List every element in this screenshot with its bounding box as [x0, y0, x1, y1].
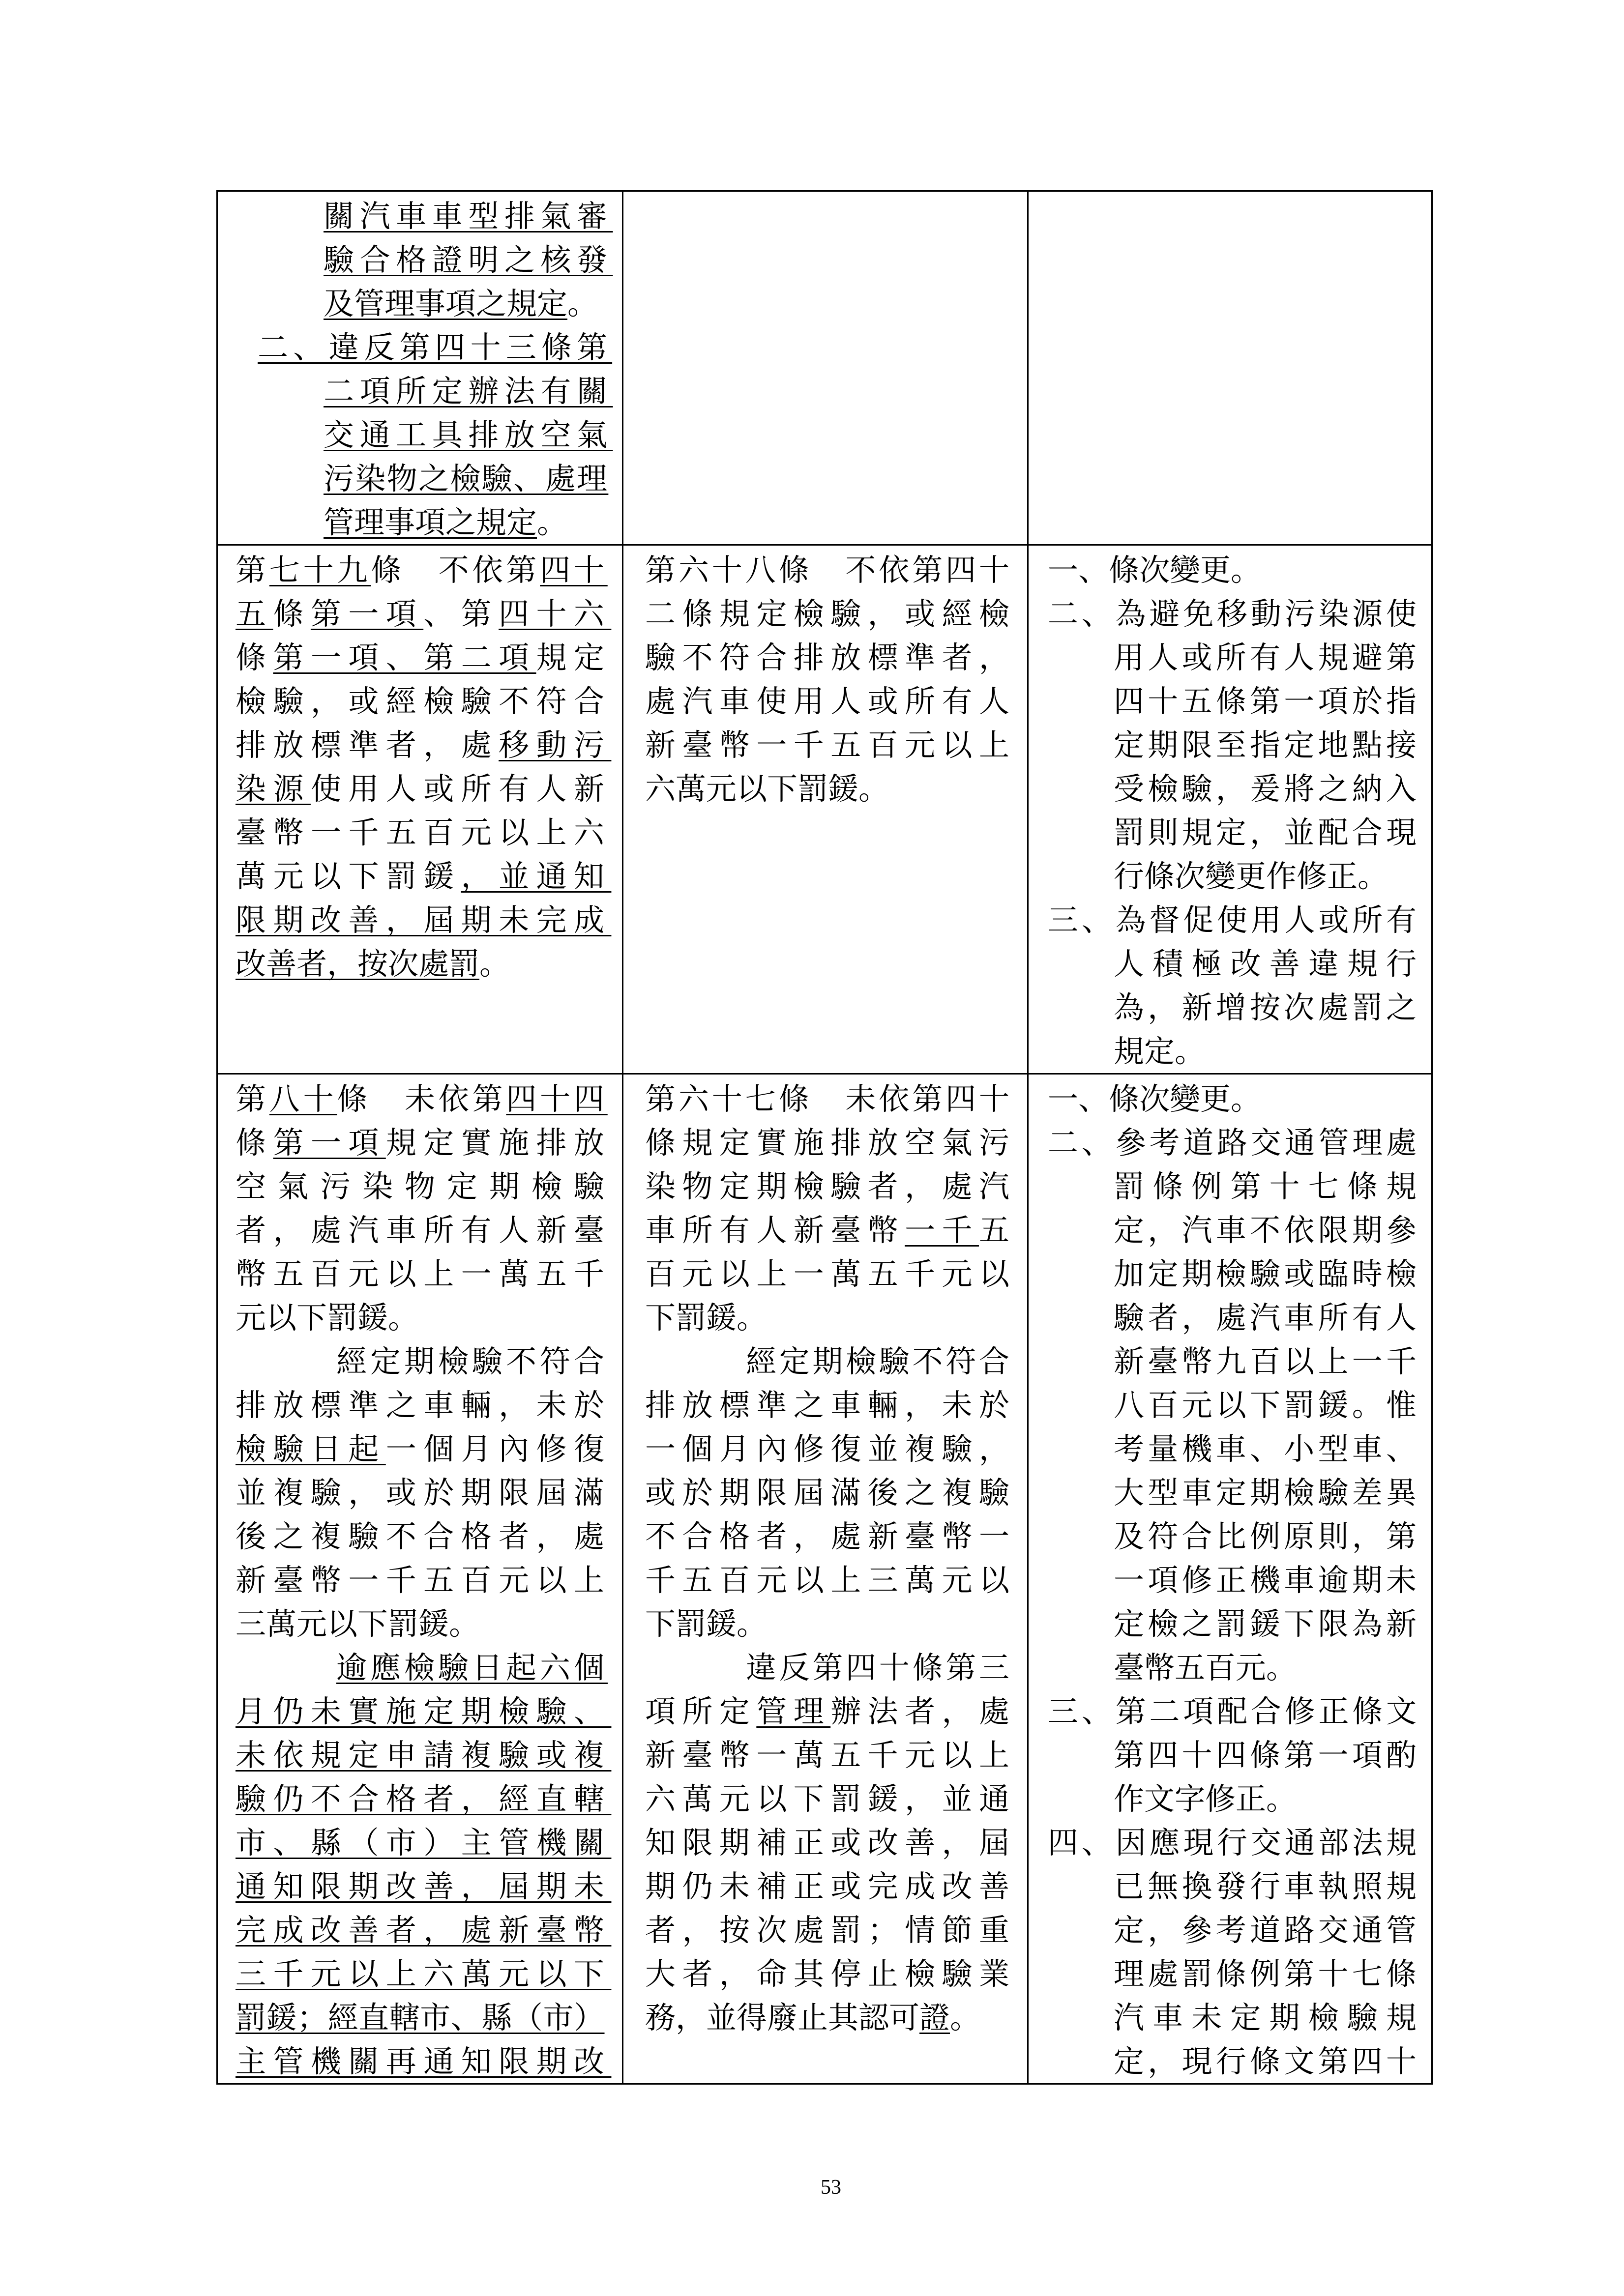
- line-text: 三萬元以下罰鍰。: [236, 1606, 480, 1642]
- text-line: [236, 1733, 612, 1777]
- text-line: [236, 1689, 612, 1733]
- text-line: [1048, 1908, 1420, 1952]
- text-line: [236, 1121, 612, 1164]
- line-text: 驗者，處汽車所有人: [1114, 1300, 1420, 1336]
- underlined-text: 三千元以上六萬元以下: [236, 1956, 612, 1992]
- line-text: 一項修正機車逾期未: [1114, 1562, 1420, 1598]
- underlined-text: 改善者，按次處罰: [236, 946, 480, 982]
- text-segment: 。: [537, 504, 568, 540]
- text-line: [1048, 1029, 1417, 1073]
- line-text: 或於期限屆滿後之複驗: [645, 1475, 1016, 1511]
- article-block: [236, 548, 612, 986]
- text-line: [258, 325, 613, 369]
- text-line: [1048, 1996, 1425, 2039]
- underlined-text: 及管理事項之規定: [324, 286, 568, 321]
- article-block: [645, 548, 1016, 811]
- line-text: 受檢驗，爰將之納入: [1114, 771, 1420, 807]
- line-text: 期仍未補正或完成改善: [645, 1868, 1016, 1904]
- line-text: [324, 282, 598, 325]
- line-text: [645, 1996, 980, 2039]
- line-text: [236, 1996, 605, 2039]
- text-segment: 車所有人新臺幣: [645, 1212, 905, 1248]
- table-row: [217, 1074, 1432, 2084]
- list-item: [1048, 1121, 1425, 1689]
- page-number: 53: [821, 2176, 841, 2199]
- comparison-table: [216, 190, 1433, 2085]
- text-line: [1048, 1821, 1420, 1864]
- text-line: [236, 1646, 608, 1689]
- line-text: 臺幣一千五百元以上六: [236, 814, 612, 850]
- text-line: [645, 1733, 1016, 1777]
- text-line: [236, 854, 612, 898]
- underlined-text: 罰鍰；經直轄市、縣（市）: [236, 2000, 605, 2035]
- line-text: 處汽車使用人或所有人: [645, 683, 1016, 719]
- text-line: [645, 1252, 1016, 1296]
- text-line: [236, 942, 604, 986]
- text-line: [236, 767, 612, 811]
- text-line: [1048, 1427, 1420, 1471]
- text-line: [236, 1952, 612, 1996]
- line-text: 臺幣五百元。: [1114, 1650, 1297, 1686]
- underlined-text: 主管機關再通知限期改: [236, 2043, 612, 2079]
- underlined-text: 七十九: [269, 552, 371, 588]
- text-line: [645, 1646, 1012, 1689]
- text-line: [236, 1777, 612, 1821]
- line-text: 新臺幣一萬五千元以上: [645, 1737, 1016, 1773]
- line-text: 二條規定檢驗，或經檢: [645, 596, 1016, 632]
- text-segment: 排放標準者，處: [236, 727, 499, 763]
- line-text: [324, 413, 613, 457]
- line-text: 二、參考道路交通管理處: [1048, 1125, 1420, 1161]
- table-body: [217, 191, 1432, 2084]
- line-text: [236, 1952, 611, 1996]
- underlined-text: 管理事項之規定: [324, 504, 537, 540]
- text-line: [1048, 1164, 1425, 1208]
- text-line: [645, 636, 1016, 679]
- text-line: [258, 194, 613, 238]
- underlined-text: 污染物之檢驗、處理: [324, 461, 609, 496]
- line-text: [336, 1646, 608, 1689]
- underlined-text: 證: [919, 2000, 950, 2035]
- line-text: 定，汽車不依限期參: [1114, 1212, 1420, 1248]
- line-text: 檢驗，或經檢驗不符合: [236, 683, 612, 719]
- text-line: [645, 1121, 1016, 1164]
- underlined-text: 四十四: [506, 1081, 608, 1117]
- underlined-text: 染源: [236, 771, 311, 807]
- line-text: [324, 457, 608, 500]
- text-segment: 規定實施排放: [385, 1125, 612, 1161]
- text-segment: 條: [273, 596, 311, 632]
- text-line: [236, 1383, 612, 1427]
- underlined-text: 第一項、第二項: [273, 639, 536, 675]
- current-text-cell: [623, 1074, 1028, 2084]
- paragraph-block: [236, 1339, 612, 1646]
- underlined-text: 交通工具排放空氣: [324, 417, 613, 453]
- underlined-text: 二項所定辦法有關: [324, 373, 613, 409]
- underlined-text: 八十: [269, 1081, 337, 1117]
- paragraph-block: [645, 1646, 1016, 2039]
- explanation-cell: [1028, 191, 1432, 545]
- line-text: 已無換發行車執照規: [1114, 1868, 1420, 1904]
- line-text: 不合格者，處新臺幣一: [645, 1518, 1016, 1554]
- text-segment: 條: [236, 1125, 273, 1161]
- line-text: 六萬元以下罰鍰。: [645, 771, 889, 807]
- text-line: [236, 898, 612, 942]
- text-line: [645, 723, 1016, 767]
- text-segment: 五: [978, 1212, 1016, 1248]
- line-text: [324, 238, 613, 282]
- text-line: [1048, 2039, 1420, 2083]
- text-line: [1048, 1602, 1420, 1646]
- line-text: 第六十七條 未依第四十: [645, 1081, 1012, 1117]
- current-text-cell: [623, 545, 1028, 1074]
- text-line: [236, 723, 612, 767]
- text-line: [236, 1164, 616, 1208]
- line-text: [236, 942, 510, 986]
- line-text: 驗不符合排放標準者，: [645, 639, 1016, 675]
- text-line: [1048, 1689, 1420, 1733]
- underlined-text: 管理: [756, 1693, 831, 1729]
- line-text: 六萬元以下罰鍰，並通: [645, 1781, 1016, 1817]
- text-line: [645, 679, 1016, 723]
- list-item: [1048, 1689, 1420, 1821]
- line-text: 並複驗，或於期限屆滿: [236, 1475, 612, 1511]
- line-text: 下罰鍰。: [645, 1606, 768, 1642]
- text-line: [258, 500, 607, 544]
- text-line: [1048, 1777, 1417, 1821]
- underlined-text: 未依規定申請複驗或複: [236, 1737, 612, 1773]
- line-text: 定，現行條文第四十: [1114, 2043, 1420, 2079]
- underlined-text: 通知限期改善，屆期未: [236, 1868, 612, 1904]
- text-line: [236, 1252, 612, 1296]
- current-text-cell: [623, 191, 1028, 545]
- text-line: [1048, 1864, 1420, 1908]
- text-line: [645, 1908, 1016, 1952]
- text-line: [236, 1514, 612, 1558]
- text-line: [1048, 679, 1420, 723]
- text-line: [236, 2039, 612, 2083]
- line-text: [236, 592, 611, 636]
- text-line: [1048, 1339, 1420, 1383]
- text-line: [236, 636, 612, 679]
- text-line: [645, 1164, 1016, 1208]
- text-line: [645, 1077, 1012, 1121]
- text-line: [645, 1864, 1016, 1908]
- text-line: [258, 369, 613, 413]
- line-text: 條規定實施排放空氣污: [645, 1125, 1016, 1161]
- text-line: [236, 1908, 612, 1952]
- line-text: [236, 1689, 611, 1733]
- text-line: [236, 1296, 604, 1339]
- line-text: 後之複驗不合格者，處: [236, 1518, 612, 1554]
- line-text: [645, 1689, 1016, 1733]
- line-text: [324, 369, 613, 413]
- text-line: [1048, 854, 1417, 898]
- text-line: [1048, 1646, 1417, 1689]
- text-line: [1048, 1558, 1420, 1602]
- line-text: 三、為督促使用人或所有: [1048, 902, 1420, 938]
- text-line: [236, 811, 612, 854]
- text-line: [645, 1689, 1016, 1733]
- text-line: [1048, 1208, 1420, 1252]
- text-line: [1048, 767, 1420, 811]
- line-text: 四、因應現行交通部法規: [1048, 1825, 1420, 1860]
- line-text: 第六十八條 不依第四十: [645, 552, 1012, 588]
- line-text: 經定期檢驗不符合: [746, 1343, 1012, 1379]
- text-segment: 規定: [536, 639, 612, 675]
- text-line: [645, 1777, 1016, 1821]
- article-block: [236, 1077, 616, 1339]
- line-text: [236, 1864, 611, 1908]
- line-text: [645, 1208, 1016, 1252]
- line-text: 及符合比例原則，第: [1114, 1518, 1420, 1554]
- line-text: 知限期補正或改善，屆: [645, 1825, 1016, 1860]
- list-item: [1048, 898, 1425, 1073]
- text-segment: 、第: [423, 596, 499, 632]
- text-line: [1048, 1252, 1420, 1296]
- line-text: 一、條次變更。: [1048, 1081, 1262, 1117]
- line-text: 者，按次處罰；情節重: [645, 1912, 1016, 1948]
- text-line: [236, 548, 608, 592]
- line-text: 者，處汽車所有人新臺: [236, 1212, 612, 1248]
- text-line: [236, 1821, 612, 1864]
- text-line: [258, 282, 607, 325]
- line-text: [236, 1733, 611, 1777]
- underlined-text: 移動污: [499, 727, 612, 763]
- line-text: 空氣污染物定期檢驗: [236, 1168, 616, 1204]
- text-line: [1048, 942, 1425, 986]
- text-segment: 條: [236, 639, 273, 675]
- line-text: 千五百元以上三萬元以: [645, 1562, 1016, 1598]
- line-text: [236, 1427, 611, 1471]
- text-segment: 第: [236, 1081, 269, 1117]
- list-item: [258, 194, 613, 325]
- text-line: [236, 1558, 612, 1602]
- line-text: [236, 1121, 611, 1164]
- text-line: [645, 1471, 1016, 1514]
- line-text: 大型車定期檢驗差異: [1114, 1475, 1420, 1511]
- text-line: [236, 592, 612, 636]
- amended-text-cell: [217, 191, 623, 545]
- text-line: [645, 1296, 1009, 1339]
- line-text: [236, 636, 611, 679]
- line-text: 八百元以下罰鍰。惟: [1114, 1387, 1420, 1423]
- list-item: [258, 325, 613, 544]
- underlined-text: 完成改善者，處新臺幣: [236, 1912, 612, 1948]
- text-segment: 第: [236, 552, 269, 588]
- underlined-text: ，並通知: [461, 858, 612, 894]
- line-text: 定期限至指定地點接: [1114, 727, 1420, 763]
- text-line: [258, 457, 607, 500]
- underlined-text: 第一項: [310, 596, 424, 632]
- list-item: [1048, 1821, 1425, 2083]
- text-line: [645, 1821, 1016, 1864]
- underlined-text: 關汽車車型排氣審: [324, 198, 613, 234]
- text-line: [1048, 636, 1420, 679]
- line-text: 為，新增按次處罰之: [1114, 989, 1420, 1025]
- table-row: [217, 545, 1432, 1074]
- text-line: [1048, 1514, 1420, 1558]
- line-text: [236, 548, 608, 592]
- text-segment: 。: [479, 946, 510, 982]
- text-segment: 條 未依第: [337, 1081, 506, 1117]
- text-line: [1048, 986, 1420, 1029]
- line-text: 染物定期檢驗者，處汽: [645, 1168, 1016, 1204]
- text-line: [645, 1383, 1016, 1427]
- line-text: 作文字修正。: [1114, 1781, 1297, 1817]
- text-segment: 萬元以下罰鍰: [236, 858, 461, 894]
- text-line: [1048, 1121, 1420, 1164]
- line-text: 第四十四條第一項酌: [1114, 1737, 1420, 1773]
- text-line: [645, 767, 1009, 811]
- text-line: [236, 1427, 612, 1471]
- text-segment: 一個月內修復: [385, 1431, 612, 1467]
- line-text: 違反第四十條第三: [746, 1650, 1012, 1686]
- text-line: [645, 592, 1016, 636]
- underlined-text: 限期改善，屆期未完成: [236, 902, 612, 938]
- text-line: [645, 1514, 1016, 1558]
- underlined-text: 五: [236, 596, 273, 632]
- line-text: 人積極改善違規行: [1114, 946, 1425, 982]
- text-line: [1048, 811, 1420, 854]
- text-segment: 辦法者，處: [830, 1693, 1016, 1729]
- text-line: [258, 238, 613, 282]
- line-text: 經定期檢驗不符合: [336, 1343, 608, 1379]
- line-text: 罰則規定，並配合現: [1114, 814, 1420, 850]
- text-line: [1048, 898, 1420, 942]
- line-text: 新臺幣一千五百元以上: [645, 727, 1016, 763]
- text-line: [645, 1558, 1016, 1602]
- list-item: [1048, 1077, 1417, 1121]
- line-text: 幣五百元以上一萬五千: [236, 1256, 612, 1292]
- underlined-text: 四十六: [499, 596, 612, 632]
- line-text: 定，參考道路交通管: [1114, 1912, 1420, 1948]
- line-text: 罰條例第十七條規: [1114, 1168, 1425, 1204]
- line-text: [236, 1077, 608, 1121]
- text-segment: 。: [950, 2000, 981, 2035]
- line-text: [324, 500, 567, 544]
- text-line: [1048, 1471, 1420, 1514]
- line-text: 大者，命其停止檢驗業: [645, 1956, 1016, 1992]
- text-line: [236, 679, 612, 723]
- text-line: [236, 1339, 608, 1383]
- line-text: 元以下罰鍰。: [236, 1300, 419, 1336]
- underlined-text: 第一項: [273, 1125, 386, 1161]
- explanation-cell: [1028, 545, 1432, 1074]
- text-line: [1048, 1733, 1420, 1777]
- line-text: 二、為避免移動污染源使: [1048, 596, 1420, 632]
- underlined-text: 逾應檢驗日起六個: [336, 1650, 608, 1686]
- line-text: 排放標準之車輛，未於: [645, 1387, 1016, 1423]
- amended-text-cell: [217, 1074, 623, 2084]
- text-line: [236, 1471, 612, 1514]
- underlined-text: 驗合格證明之核發: [324, 242, 613, 278]
- underlined-text: 驗仍不合格者，經直轄: [236, 1781, 612, 1817]
- line-text: 汽車未定期檢驗規: [1114, 2000, 1425, 2035]
- line-text: [236, 1908, 611, 1952]
- line-text: 定檢之罰鍰下限為新: [1114, 1606, 1420, 1642]
- text-line: [645, 1602, 1009, 1646]
- line-text: [236, 723, 611, 767]
- text-line: [236, 1208, 612, 1252]
- line-text: [236, 1777, 611, 1821]
- text-segment: 項所定: [645, 1693, 757, 1729]
- line-text: [236, 1821, 611, 1864]
- line-text: 新臺幣九百以上一千: [1114, 1343, 1420, 1379]
- underlined-text: 四十: [540, 552, 608, 588]
- text-line: [236, 1996, 604, 2039]
- line-text: 一、條次變更。: [1048, 552, 1262, 588]
- table-row: [217, 191, 1432, 545]
- text-line: [1048, 723, 1420, 767]
- text-line: [1048, 592, 1420, 636]
- text-segment: 務，並得廢止其認可: [645, 2000, 920, 2035]
- line-text: 新臺幣一千五百元以上: [236, 1562, 612, 1598]
- line-text: [324, 194, 613, 238]
- text-line: [645, 1996, 1009, 2039]
- line-text: 下罰鍰。: [645, 1300, 768, 1336]
- paragraph-block: [236, 1646, 612, 2083]
- text-line: [1048, 1077, 1417, 1121]
- line-text: [236, 767, 611, 811]
- line-text: 排放標準之車輛，未於: [236, 1387, 612, 1423]
- line-text: [236, 898, 611, 942]
- line-text: 規定。: [1114, 1033, 1206, 1069]
- text-line: [1048, 548, 1417, 592]
- line-text: [236, 854, 611, 898]
- amended-text-cell: [217, 545, 623, 1074]
- text-line: [236, 1864, 612, 1908]
- line-text: 考量機車、小型車、: [1114, 1431, 1420, 1467]
- line-text: 理處罰條例第十七條: [1114, 1956, 1420, 1992]
- line-text: [258, 325, 612, 369]
- text-line: [258, 413, 613, 457]
- text-segment: 。: [567, 286, 598, 321]
- line-text: 三、第二項配合修正條文: [1048, 1693, 1420, 1729]
- list-item: [1048, 592, 1420, 898]
- underlined-text: 市、縣（市）主管機關: [236, 1825, 612, 1860]
- underlined-text: 一千: [905, 1212, 979, 1248]
- text-line: [1048, 1383, 1420, 1427]
- text-segment: 使用人或所有人新: [310, 771, 612, 807]
- text-segment: 條 不依第: [371, 552, 540, 588]
- line-text: 四十五條第一項於指: [1114, 683, 1420, 719]
- text-line: [645, 1952, 1016, 1996]
- line-text: 一個月內修復並複驗，: [645, 1431, 1016, 1467]
- explanation-cell: [1028, 1074, 1432, 2084]
- text-line: [645, 1208, 1016, 1252]
- text-line: [1048, 1952, 1420, 1996]
- text-line: [236, 1077, 608, 1121]
- paragraph-block: [645, 1339, 1016, 1646]
- line-text: 用人或所有人規避第: [1114, 639, 1420, 675]
- text-line: [645, 1427, 1016, 1471]
- underlined-text: 二、違反第四十三條第: [258, 329, 613, 365]
- list-item: [1048, 548, 1417, 592]
- text-line: [645, 1339, 1012, 1383]
- underlined-text: 月仍未實施定期檢驗、: [236, 1693, 612, 1729]
- article-block: [645, 1077, 1016, 1339]
- text-line: [236, 1602, 604, 1646]
- line-text: [236, 2039, 611, 2083]
- line-text: 加定期檢驗或臨時檢: [1114, 1256, 1420, 1292]
- line-text: 百元以上一萬五千元以: [645, 1256, 1016, 1292]
- underlined-text: 檢驗日起: [236, 1431, 386, 1467]
- line-text: 行條次變更作修正。: [1114, 858, 1388, 894]
- text-line: [645, 548, 1012, 592]
- text-line: [1048, 1296, 1420, 1339]
